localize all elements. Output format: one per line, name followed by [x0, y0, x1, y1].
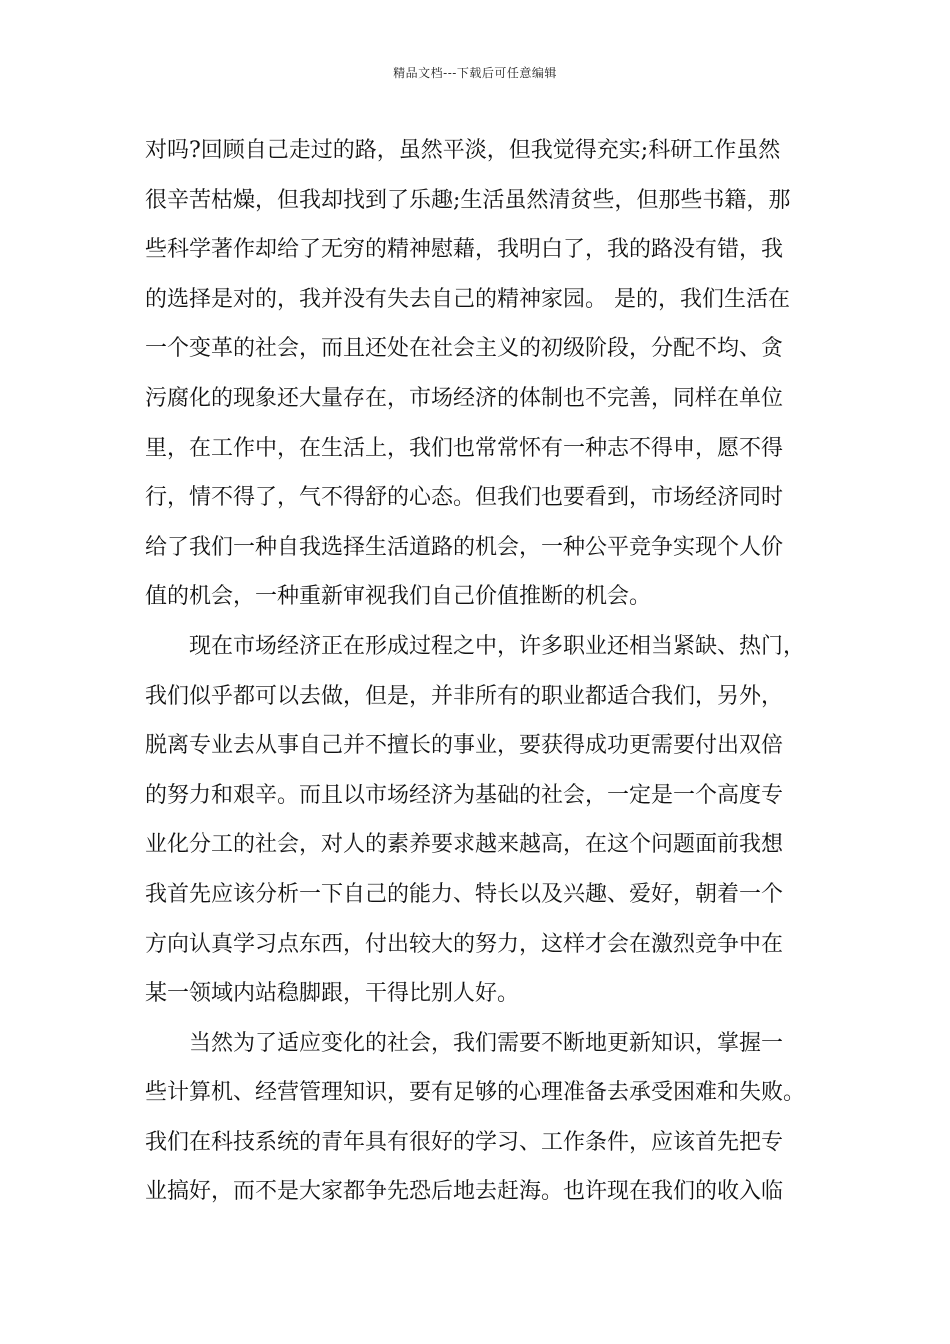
- text-line: 业化分工的社会，对人的素养要求越来越高，在这个问题面前我想: [145, 832, 784, 858]
- page-header: 精品文档---下载后可任意编辑: [393, 66, 557, 80]
- text-line: 给了我们一种自我选择生活道路的机会，一种公平竞争实现个人价: [145, 534, 784, 560]
- text-line: 的选择是对的，我并没有失去自己的精神家园。 是的，我们生活在: [145, 286, 790, 312]
- text-line: 的努力和艰辛。而且以市场经济为基础的社会，一定是一个高度专: [145, 782, 784, 808]
- text-line: 对吗?回顾自己走过的路，虽然平淡，但我觉得充实;科研工作虽然: [145, 138, 781, 163]
- text-line: 很辛苦枯燥，但我却找到了乐趣;生活虽然清贫些，但那些书籍，那: [145, 187, 791, 213]
- text-line: 当然为了适应变化的社会，我们需要不断地更新知识，掌握一: [189, 1030, 784, 1056]
- text-line: 一个变革的社会，而且还处在社会主义的初级阶段，分配不均、贪: [145, 336, 784, 362]
- text-line: 些计算机、经营管理知识，要有足够的心理准备去承受困难和失败。: [145, 1080, 806, 1106]
- text-line: 方向认真学习点东西，付出较大的努力，这样才会在激烈竞争中在: [145, 931, 784, 957]
- document-body: [145, 126, 813, 1217]
- text-line: 我首先应该分析一下自己的能力、特长以及兴趣、爱好，朝着一个: [145, 881, 784, 907]
- text-line: 值的机会，一种重新审视我们自己价值推断的机会。: [145, 584, 652, 610]
- paragraph-1: [145, 126, 813, 622]
- text-line: 里，在工作中，在生活上，我们也常常怀有一种志不得申，愿不得: [145, 435, 784, 461]
- text-line: 我们在科技系统的青年具有很好的学习、工作条件，应该首先把专: [145, 1129, 784, 1155]
- text-line: 污腐化的现象还大量存在，市场经济的体制也不完善，同样在单位: [145, 385, 784, 411]
- text-line: 现在市场经济正在形成过程之中，许多职业还相当紧缺、热门，: [189, 633, 806, 659]
- text-line: 脱离专业去从事自己并不擅长的事业，要获得成功更需要付出双倍: [145, 733, 784, 759]
- text-line: 行，情不得了，气不得舒的心态。但我们也要看到，市场经济同时: [145, 485, 784, 511]
- paragraph-3: [145, 1019, 813, 1217]
- text-line: 某一领域内站稳脚跟，干得比别人好。: [145, 981, 520, 1007]
- paragraph-2: [145, 622, 813, 1019]
- text-line: 些科学著作却给了无穷的精神慰藉，我明白了，我的路没有错，我: [145, 237, 784, 263]
- text-line: 业搞好，而不是大家都争先恐后地去赶海。也许现在我们的收入临: [145, 1179, 784, 1205]
- text-line: 我们似乎都可以去做，但是，并非所有的职业都适合我们，另外，: [145, 683, 784, 709]
